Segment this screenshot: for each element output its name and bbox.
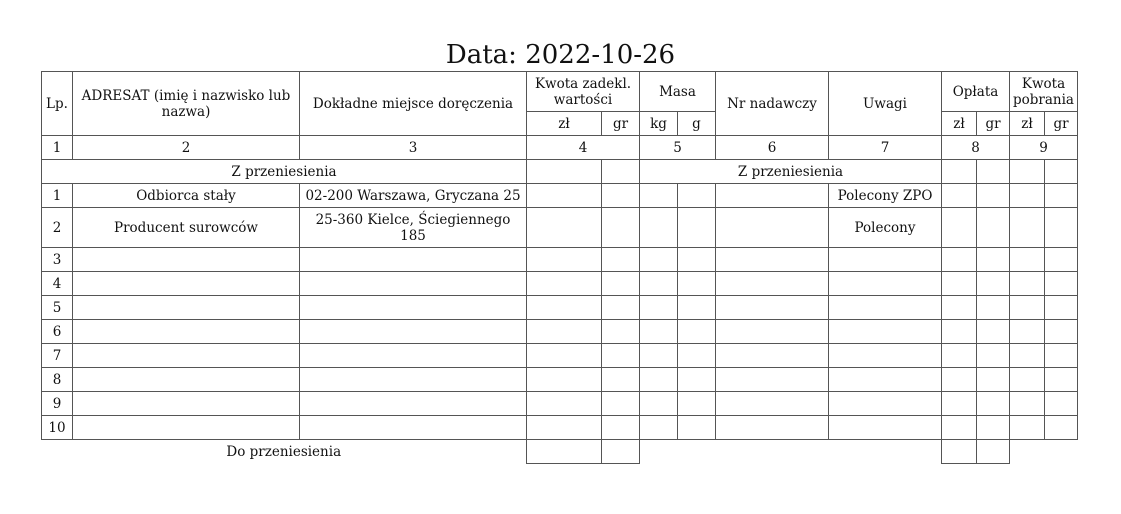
row-pobranie-gr <box>1045 368 1078 392</box>
row-kwota-zl <box>527 248 602 272</box>
row-nr-nadawczy <box>716 208 829 248</box>
row-nr-nadawczy <box>716 248 829 272</box>
header-masa: Masa <box>640 72 716 112</box>
row-lp: 10 <box>42 416 73 440</box>
row-lp: 8 <box>42 368 73 392</box>
row-adresat <box>73 248 300 272</box>
row-adresat <box>73 296 300 320</box>
row-pobranie-gr <box>1045 248 1078 272</box>
column-number: 5 <box>640 136 716 160</box>
row-pobranie-zl <box>1010 296 1045 320</box>
row-masa-g <box>678 184 716 208</box>
row-miejsce-doreczenia <box>300 248 527 272</box>
header-kwota-gr: gr <box>602 112 640 136</box>
row-oplata-gr <box>977 208 1010 248</box>
row-nr-nadawczy <box>716 296 829 320</box>
header-lp: Lp. <box>42 72 73 136</box>
row-adresat <box>73 416 300 440</box>
row-pobranie-gr <box>1045 184 1078 208</box>
row-masa-kg <box>640 392 678 416</box>
row-lp: 3 <box>42 248 73 272</box>
row-oplata-zl <box>942 392 977 416</box>
row-miejsce-doreczenia: 25-360 Kielce, Ściegiennego 185 <box>300 208 527 248</box>
table-row <box>42 272 1078 296</box>
table-row <box>42 368 1078 392</box>
header-kwota-zadeklarowana: Kwota zadekl. wartości <box>527 72 640 112</box>
row-kwota-gr <box>602 208 640 248</box>
dispatch-book-table <box>41 71 1078 464</box>
row-lp: 5 <box>42 296 73 320</box>
carry-out-label: Do przeniesienia <box>226 443 342 460</box>
carry-out-kwota-zl <box>527 440 602 464</box>
header-row-top <box>42 72 1078 112</box>
row-kwota-gr <box>602 320 640 344</box>
row-oplata-zl <box>942 272 977 296</box>
row-miejsce-doreczenia <box>300 392 527 416</box>
column-number: 2 <box>73 136 300 160</box>
row-masa-g <box>678 344 716 368</box>
row-miejsce-doreczenia <box>300 272 527 296</box>
table-row <box>42 392 1078 416</box>
row-masa-kg <box>640 296 678 320</box>
row-uwagi: Polecony ZPO <box>829 184 942 208</box>
row-nr-nadawczy <box>716 272 829 296</box>
table-row <box>42 248 1078 272</box>
carry-in-kwota-zl <box>527 160 602 184</box>
header-kwota-pobrania: Kwota pobrania <box>1010 72 1078 112</box>
row-kwota-gr <box>602 248 640 272</box>
row-uwagi <box>829 296 942 320</box>
row-masa-kg <box>640 248 678 272</box>
table-row <box>42 184 1078 208</box>
row-miejsce-doreczenia <box>300 344 527 368</box>
carry-out-kwota-gr <box>602 440 640 464</box>
row-nr-nadawczy <box>716 368 829 392</box>
row-miejsce-doreczenia <box>300 320 527 344</box>
row-uwagi <box>829 416 942 440</box>
carry-in-row <box>42 160 1078 184</box>
row-uwagi <box>829 248 942 272</box>
carry-in-label-right: Z przeniesienia <box>640 160 942 184</box>
row-lp: 9 <box>42 392 73 416</box>
column-number: 3 <box>300 136 527 160</box>
row-miejsce-doreczenia <box>300 368 527 392</box>
row-kwota-gr <box>602 296 640 320</box>
row-uwagi <box>829 320 942 344</box>
row-oplata-gr <box>977 392 1010 416</box>
table-row <box>42 320 1078 344</box>
row-lp: 1 <box>42 184 73 208</box>
row-lp: 7 <box>42 344 73 368</box>
row-adresat: Producent surowców <box>73 208 300 248</box>
header-miejsce-doreczenia: Dokładne miejsce doręczenia <box>300 72 527 136</box>
row-kwota-zl <box>527 416 602 440</box>
row-adresat <box>73 320 300 344</box>
row-pobranie-zl <box>1010 272 1045 296</box>
row-pobranie-zl <box>1010 248 1045 272</box>
row-uwagi: Polecony <box>829 208 942 248</box>
row-lp: 4 <box>42 272 73 296</box>
row-kwota-gr <box>602 368 640 392</box>
row-kwota-gr <box>602 416 640 440</box>
row-oplata-gr <box>977 344 1010 368</box>
row-pobranie-zl <box>1010 184 1045 208</box>
row-oplata-zl <box>942 184 977 208</box>
row-nr-nadawczy <box>716 344 829 368</box>
header-uwagi: Uwagi <box>829 72 942 136</box>
row-masa-g <box>678 248 716 272</box>
row-kwota-zl <box>527 272 602 296</box>
column-number: 4 <box>527 136 640 160</box>
row-uwagi <box>829 392 942 416</box>
row-kwota-zl <box>527 344 602 368</box>
column-number: 8 <box>942 136 1010 160</box>
row-adresat <box>73 392 300 416</box>
row-oplata-zl <box>942 368 977 392</box>
row-masa-kg <box>640 320 678 344</box>
row-adresat <box>73 344 300 368</box>
row-oplata-gr <box>977 296 1010 320</box>
row-pobranie-zl <box>1010 392 1045 416</box>
row-pobranie-gr <box>1045 392 1078 416</box>
row-uwagi <box>829 344 942 368</box>
carry-in-oplata-gr <box>977 160 1010 184</box>
row-kwota-zl <box>527 392 602 416</box>
row-oplata-zl <box>942 208 977 248</box>
row-masa-kg <box>640 368 678 392</box>
column-number: 1 <box>42 136 73 160</box>
row-kwota-gr <box>602 344 640 368</box>
column-number: 6 <box>716 136 829 160</box>
row-masa-kg <box>640 272 678 296</box>
row-kwota-zl <box>527 368 602 392</box>
carry-in-kwota-gr <box>602 160 640 184</box>
row-oplata-zl <box>942 416 977 440</box>
table-row <box>42 208 1078 248</box>
header-kwota-zl: zł <box>527 112 602 136</box>
header-pobranie-zl: zł <box>1010 112 1045 136</box>
carry-in-oplata-zl <box>942 160 977 184</box>
carry-out-gap-right <box>1010 440 1078 464</box>
column-number: 7 <box>829 136 942 160</box>
table-row <box>42 344 1078 368</box>
carry-out-oplata-gr <box>977 440 1010 464</box>
row-oplata-zl <box>942 248 977 272</box>
row-masa-g <box>678 296 716 320</box>
row-pobranie-gr <box>1045 320 1078 344</box>
row-masa-kg <box>640 184 678 208</box>
row-pobranie-zl <box>1010 368 1045 392</box>
row-kwota-zl <box>527 184 602 208</box>
row-nr-nadawczy <box>716 392 829 416</box>
header-masa-kg: kg <box>640 112 678 136</box>
column-number: 9 <box>1010 136 1078 160</box>
row-kwota-zl <box>527 320 602 344</box>
row-pobranie-zl <box>1010 416 1045 440</box>
row-oplata-gr <box>977 248 1010 272</box>
row-kwota-gr <box>602 272 640 296</box>
row-pobranie-zl <box>1010 344 1045 368</box>
row-masa-kg <box>640 416 678 440</box>
header-oplata-gr: gr <box>977 112 1010 136</box>
row-lp: 2 <box>42 208 73 248</box>
row-adresat <box>73 272 300 296</box>
row-kwota-gr <box>602 184 640 208</box>
header-nr-nadawczy: Nr nadawczy <box>716 72 829 136</box>
row-adresat: Odbiorca stały <box>73 184 300 208</box>
row-pobranie-zl <box>1010 320 1045 344</box>
row-nr-nadawczy <box>716 184 829 208</box>
carry-out-gap <box>640 440 942 464</box>
row-oplata-zl <box>942 320 977 344</box>
row-masa-g <box>678 208 716 248</box>
row-masa-kg <box>640 344 678 368</box>
row-pobranie-gr <box>1045 344 1078 368</box>
row-miejsce-doreczenia: 02-200 Warszawa, Gryczana 25 <box>300 184 527 208</box>
header-oplata-zl: zł <box>942 112 977 136</box>
row-oplata-gr <box>977 416 1010 440</box>
row-lp: 6 <box>42 320 73 344</box>
row-nr-nadawczy <box>716 320 829 344</box>
row-masa-g <box>678 320 716 344</box>
row-miejsce-doreczenia <box>300 296 527 320</box>
row-pobranie-gr <box>1045 296 1078 320</box>
carry-out-row <box>42 440 1078 464</box>
carry-out-oplata-zl <box>942 440 977 464</box>
row-masa-g <box>678 392 716 416</box>
row-masa-kg <box>640 208 678 248</box>
table-row <box>42 296 1078 320</box>
header-pobranie-gr: gr <box>1045 112 1078 136</box>
row-miejsce-doreczenia <box>300 416 527 440</box>
header-oplata: Opłata <box>942 72 1010 112</box>
row-masa-g <box>678 368 716 392</box>
document-date-title: Data: 2022-10-26 <box>445 40 676 70</box>
row-masa-g <box>678 416 716 440</box>
row-kwota-zl <box>527 208 602 248</box>
column-number-row <box>42 136 1078 160</box>
row-oplata-gr <box>977 368 1010 392</box>
row-pobranie-zl <box>1010 208 1045 248</box>
row-pobranie-gr <box>1045 208 1078 248</box>
carry-in-pobranie-zl <box>1010 160 1045 184</box>
table-row <box>42 416 1078 440</box>
header-adresat: ADRESAT (imię i nazwisko lub nazwa) <box>73 72 300 136</box>
row-oplata-zl <box>942 344 977 368</box>
carry-in-pobranie-gr <box>1045 160 1078 184</box>
row-pobranie-gr <box>1045 272 1078 296</box>
row-oplata-zl <box>942 296 977 320</box>
header-masa-g: g <box>678 112 716 136</box>
row-adresat <box>73 368 300 392</box>
row-kwota-gr <box>602 392 640 416</box>
row-uwagi <box>829 368 942 392</box>
row-pobranie-gr <box>1045 416 1078 440</box>
row-oplata-gr <box>977 272 1010 296</box>
carry-in-label: Z przeniesienia <box>42 160 527 184</box>
row-oplata-gr <box>977 320 1010 344</box>
row-nr-nadawczy <box>716 416 829 440</box>
row-uwagi <box>829 272 942 296</box>
row-masa-g <box>678 272 716 296</box>
row-oplata-gr <box>977 184 1010 208</box>
row-kwota-zl <box>527 296 602 320</box>
